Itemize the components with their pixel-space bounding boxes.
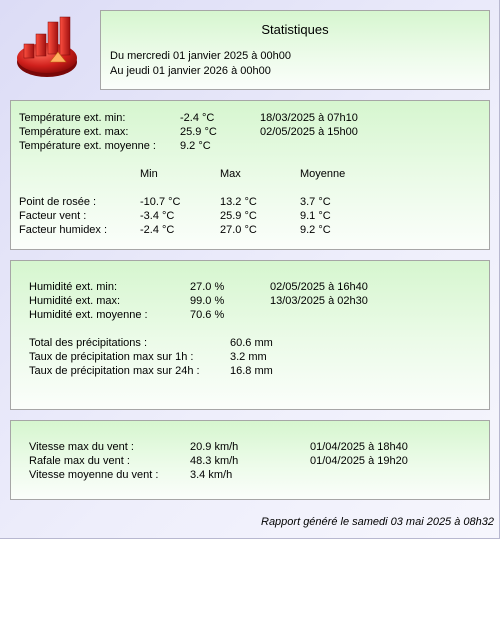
column-header-min: Min bbox=[140, 168, 158, 180]
humidex-max: 27.0 °C bbox=[220, 224, 257, 236]
wind-chill-label: Facteur vent : bbox=[19, 210, 87, 222]
precip-rate-24h-value: 16.8 mm bbox=[230, 365, 273, 377]
temp-avg-value: 9.2 °C bbox=[180, 140, 211, 152]
temp-max-value: 25.9 °C bbox=[180, 126, 217, 138]
humidex-label: Facteur humidex : bbox=[19, 224, 108, 236]
temp-min-date: 18/03/2025 à 07h10 bbox=[260, 112, 358, 124]
wind-chill-average: 9.1 °C bbox=[300, 210, 331, 222]
temperature-panel bbox=[10, 100, 490, 250]
wind-gust-value: 48.3 km/h bbox=[190, 455, 239, 467]
temp-min-value: -2.4 °C bbox=[180, 112, 215, 124]
humidity-precipitation-panel bbox=[10, 260, 490, 410]
humidity-max-value: 99.0 % bbox=[190, 295, 225, 307]
wind-gust-date: 01/04/2025 à 19h20 bbox=[310, 455, 408, 467]
humidex-average: 9.2 °C bbox=[300, 224, 331, 236]
humidity-avg-value: 70.6 % bbox=[190, 309, 225, 321]
humidity-min-label: Humidité ext. min: bbox=[29, 281, 118, 293]
temp-avg-label: Température ext. moyenne : bbox=[19, 140, 156, 152]
dew-point-average: 3.7 °C bbox=[300, 196, 331, 208]
humidex-min: -2.4 °C bbox=[140, 224, 175, 236]
wind-chill-max: 25.9 °C bbox=[220, 210, 257, 222]
wind-panel bbox=[10, 420, 490, 500]
precip-total-label: Total des précipitations : bbox=[29, 337, 148, 349]
header-panel bbox=[100, 10, 490, 90]
column-header-average: Moyenne bbox=[300, 168, 346, 180]
wind-avg-value: 3.4 km/h bbox=[190, 469, 233, 481]
wind-chill-min: -3.4 °C bbox=[140, 210, 175, 222]
wind-max-label: Vitesse max du vent : bbox=[29, 441, 134, 453]
column-header-max: Max bbox=[220, 168, 241, 180]
humidity-min-value: 27.0 % bbox=[190, 281, 225, 293]
precip-rate-1h-label: Taux de précipitation max sur 1h : bbox=[29, 351, 194, 363]
temp-max-label: Température ext. max: bbox=[19, 126, 129, 138]
precip-rate-1h-value: 3.2 mm bbox=[230, 351, 267, 363]
dew-point-label: Point de rosée : bbox=[19, 196, 97, 208]
humidity-max-date: 13/03/2025 à 02h30 bbox=[270, 295, 368, 307]
precip-total-value: 60.6 mm bbox=[230, 337, 273, 349]
precip-rate-24h-label: Taux de précipitation max sur 24h : bbox=[29, 365, 200, 377]
statistics-chart-icon bbox=[14, 14, 80, 80]
period-end: Au jeudi 01 janvier 2026 à 00h00 bbox=[110, 65, 271, 77]
temp-min-label: Température ext. min: bbox=[19, 112, 126, 124]
humidity-max-label: Humidité ext. max: bbox=[29, 295, 121, 307]
page-title: Statistiques bbox=[261, 22, 329, 37]
wind-max-value: 20.9 km/h bbox=[190, 441, 239, 453]
period-start: Du mercredi 01 janvier 2025 à 00h00 bbox=[110, 50, 292, 62]
wind-gust-label: Rafale max du vent : bbox=[29, 455, 130, 467]
humidity-min-date: 02/05/2025 à 16h40 bbox=[270, 281, 368, 293]
humidity-avg-label: Humidité ext. moyenne : bbox=[29, 309, 148, 321]
report-footer: Rapport généré le samedi 03 mai 2025 à 08h32 bbox=[261, 516, 494, 528]
temp-max-date: 02/05/2025 à 15h00 bbox=[260, 126, 358, 138]
dew-point-min: -10.7 °C bbox=[140, 196, 181, 208]
wind-max-date: 01/04/2025 à 18h40 bbox=[310, 441, 408, 453]
dew-point-max: 13.2 °C bbox=[220, 196, 257, 208]
wind-avg-label: Vitesse moyenne du vent : bbox=[29, 469, 159, 481]
